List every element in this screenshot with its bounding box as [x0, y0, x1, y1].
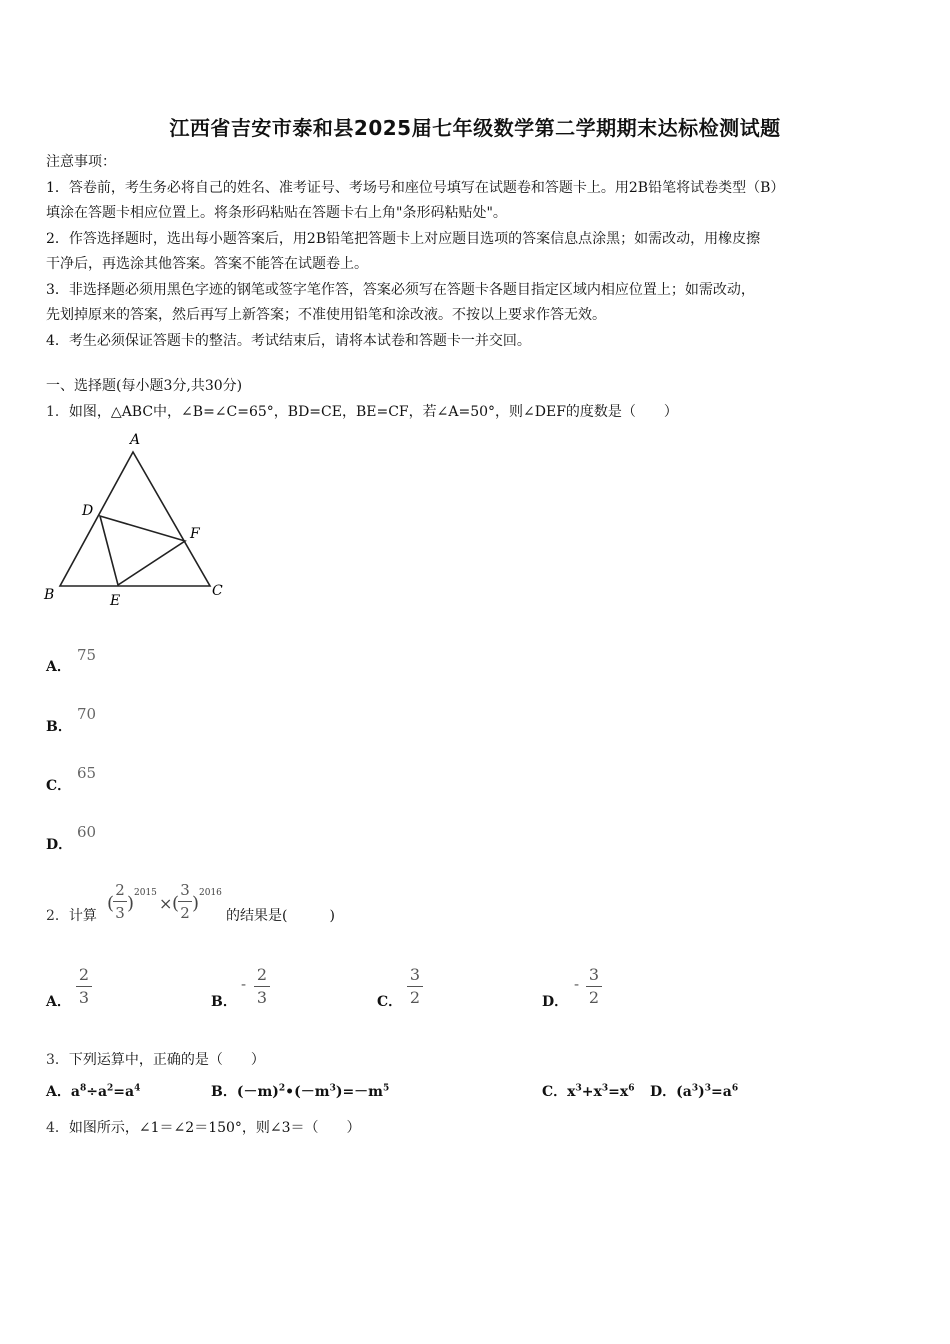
- option-label: B．: [211, 1084, 237, 1100]
- notice-line: 先划掉原来的答案，然后再写上新答案；不准使用铅笔和涂改液。不按以上要求作答无效。: [46, 307, 606, 323]
- notice-line: 干净后，再选涂其他答案。答案不能答在试题卷上。: [46, 256, 368, 272]
- vertex-label-b: B: [44, 587, 55, 603]
- fraction-1: 2 3: [113, 880, 127, 923]
- question-number: 4．: [46, 1120, 69, 1136]
- notice-block: [46, 150, 916, 354]
- option-label: C．: [46, 778, 72, 794]
- question-prefix: 计算: [68, 908, 97, 924]
- vertex-label-f: F: [190, 526, 200, 542]
- question-number: 1．: [46, 404, 69, 420]
- vertex-label-c: C: [212, 583, 223, 599]
- times-sign: ×: [159, 894, 173, 913]
- option-label: A．: [46, 1084, 71, 1100]
- notice-line: 填涂在答题卡相应位置上。将条形码粘贴在答题卡右上角"条形码粘贴处"。: [46, 205, 507, 221]
- option-expression: $(a^3)^3=a^6$: [676, 1083, 739, 1100]
- notice-heading: 注意事项：: [46, 154, 116, 170]
- option-expression: $a^8\div a^2=a^4$: [70, 1083, 141, 1100]
- section-heading: 一、选择题(每小题3分,共30分): [46, 378, 243, 394]
- option-label: A．: [46, 659, 71, 675]
- option-value: 60: [77, 823, 97, 841]
- vertex-label-d: D: [82, 503, 94, 519]
- notice-line: 3．非选择题必须用黑色字迹的钢笔或签字笔作答，答案必须写在答题卡各题目指定区域内相应位置上；如需改动，: [46, 281, 755, 298]
- minus-sign: -: [574, 975, 580, 993]
- option-label: A．: [46, 994, 71, 1010]
- option-value: 75: [77, 646, 97, 664]
- question-suffix: 的结果是( ): [226, 908, 335, 924]
- triangle-def: [100, 516, 185, 585]
- option-label: B．: [211, 994, 237, 1010]
- option-label: C．: [542, 1084, 568, 1100]
- q3-option-d[interactable]: [650, 1081, 738, 1101]
- notice-line: 1．答卷前，考生务必将自己的姓名、准考证号、考场号和座位号填写在试题卷和答题卡上。用2B铅笔将试卷类型（B）: [46, 179, 785, 196]
- option-label: D．: [542, 994, 569, 1010]
- triangle-abc: [60, 452, 210, 586]
- notice-line: 4．考生必须保证答题卡的整洁。考试结束后，请将本试卷和答题卡一并交回。: [46, 332, 531, 349]
- minus-sign: -: [241, 975, 247, 993]
- option-fraction: 2 3: [76, 965, 92, 1008]
- option-value: 65: [77, 764, 97, 782]
- page-title: 江西省吉安市泰和县2025届七年级数学第二学期期末达标检测试题: [169, 116, 781, 140]
- option-expression: $x^3+x^3=x^6$: [567, 1083, 635, 1100]
- option-fraction: 2 3: [254, 965, 270, 1008]
- vertex-label-a: A: [130, 432, 141, 448]
- question-number: 3．: [46, 1052, 69, 1068]
- triangle-figure: [40, 428, 240, 613]
- vertex-label-e: E: [110, 593, 121, 609]
- question-text: 下列运算中，正确的是（ ）: [68, 1052, 265, 1068]
- question-1: [46, 401, 678, 421]
- exponent-1: 2015: [134, 888, 157, 898]
- exam-page: 江西省吉安市泰和县2025届七年级数学第二学期期末达标检测试题 注意事项： 1．答卷前，考生务必将自己的姓名、准考证号、考场号和座位号填写在试题卷和答题卡上。用2B铅笔将试卷类型（B） 填涂在答题卡相应位置上。将条形码粘贴在答题卡右上角"条形码粘贴处"。 2．作答选择题时，选出每小题答案后，用2B铅笔把答题卡上对应题目选项的答案信息点涂黑；如需改动，用橡皮擦 干净后，再选涂其他答案。答案不能答在试题卷上。 3．非选择题必须用黑色字迹的钢笔或签字笔作答，答案必须写在答题卡各题目指定区域内相应位置上；如需改动， 先划掉原来的答案，然后再写上新答案；不准使用铅笔和涂改液。不按以上要求作答无效。 4．考生必须保证答题卡的整洁。考试结束后，请将本试卷和答题卡一并交回。 一、选择题(每小题3分,共30分) 1．如图，△ABC中，∠B=∠C=65°，BD=CE，BE=CF，若∠A=50°，则∠DEF的度数是（ ） A B C D E F A． 75 B． 70 C． 65 D． 60 2．计算 ( 2 3 ) 2015 × ( 3 2 ) 2016 的结果是( ) A． 2 3 B． - 2 3 C． 3 2 D． - 3 2 3．下列运算中，正确的是（ ） A．$a^8\div a^2=a^4$ B．$(-m)^2•(-m^3)=-m^5$ C．$x^3+x^3=x^6$ D．$(a^3)^3=a^6$ 4．如图所示，∠1＝∠2＝150°，则∠3＝（ ）: [0, 0, 950, 1344]
- fraction-2: 3 2: [178, 880, 192, 923]
- option-fraction: 3 2: [407, 965, 423, 1008]
- option-label: B．: [46, 719, 72, 735]
- question-text: 如图，△ABC中，∠B=∠C=65°，BD=CE，BE=CF，若∠A=50°，则∠DEF的度数是（ ）: [68, 404, 678, 420]
- option-label: D．: [650, 1084, 677, 1100]
- q3-option-c[interactable]: [542, 1081, 634, 1101]
- question-text: 如图所示，∠1＝∠2＝150°，则∠3＝（ ）: [68, 1120, 361, 1136]
- option-label: D．: [46, 837, 73, 853]
- question-4: [46, 1117, 361, 1137]
- question-2: [46, 905, 97, 925]
- q3-option-a[interactable]: [46, 1081, 140, 1101]
- question-number: 2．: [46, 908, 69, 924]
- option-value: 70: [77, 705, 97, 723]
- exponent-2: 2016: [199, 888, 222, 898]
- option-expression: $(-m)^2•(-m^3)=-m^5$: [236, 1083, 390, 1100]
- notice-line: 2．作答选择题时，选出每小题答案后，用2B铅笔把答题卡上对应题目选项的答案信息点涂黑；如需改动，用橡皮擦: [46, 230, 761, 247]
- option-fraction: 3 2: [586, 965, 602, 1008]
- question-3: [46, 1049, 265, 1069]
- q3-option-b[interactable]: [211, 1081, 389, 1101]
- option-label: C．: [377, 994, 403, 1010]
